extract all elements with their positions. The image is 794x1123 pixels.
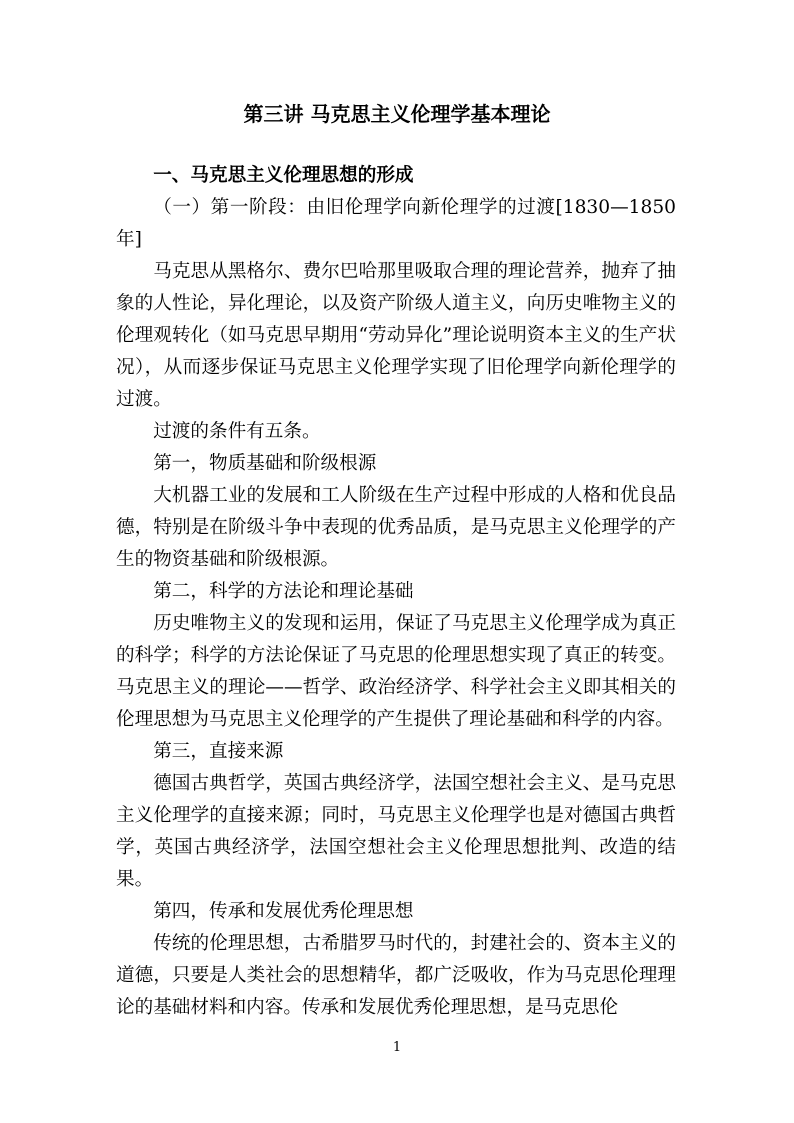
paragraph: 马克思从黑格尔、费尔巴哈那里吸取合理的理论营养，抛弃了抽象的人性论，异化理论，以及资产阶级人道主义，向历史唯物主义的伦理观转化（如马克思早期用“劳动异化”理论说明资本主义的生产状况），从而逐步保证马克思主义伦理学实现了旧伦理学向新伦理学的过渡。 (116, 261, 676, 410)
paragraph-point-heading: 第四，传承和发展优秀伦理思想 (153, 901, 414, 922)
page-title: 第三讲 马克思主义伦理学基本理论 (243, 102, 551, 126)
paragraph-point-heading: 第二，科学的方法论和理论基础 (153, 581, 414, 602)
paragraph: 历史唯物主义的发现和运用，保证了马克思主义伦理学成为真正的科学；科学的方法论保证了马克思的伦理思想实现了真正的转变。马克思主义的理论——哲学、政治经济学、科学社会主义即其相关的伦理思想为马克思主义伦理学的产生提供了理论基础和科学的内容。 (116, 613, 676, 730)
paragraph: 大机器工业的发展和工人阶级在生产过程中形成的人格和优良品德，特别是在阶级斗争中表现的优秀品质，是马克思主义伦理学的产生的物资基础和阶级根源。 (116, 485, 676, 570)
paragraph: 过渡的条件有五条。 (153, 421, 321, 442)
paragraph: 德国古典哲学，英国古典经济学，法国空想社会主义、是马克思主义伦理学的直接来源；同时，马克思主义伦理学也是对德国古典哲学，英国古典经济学，法国空想社会主义伦理思想批判、改造的结果。 (116, 773, 676, 890)
paragraph-point-heading: 第三，直接来源 (153, 741, 284, 762)
paragraph: 传统的伦理思想，古希腊罗马时代的，封建社会的、资本主义的道德，只要是人类社会的思想精华，都广泛吸收，作为马克思伦理理论的基础材料和内容。传承和发展优秀伦理思想，是马克思伦 (116, 933, 676, 1018)
section-heading: 一、马克思主义伦理思想的形成 (153, 165, 414, 186)
page-number: 1 (392, 1040, 402, 1055)
subsection-heading: （一）第一阶段：由旧伦理学向新伦理学的过渡[1830—1850年] (116, 197, 676, 250)
document-body (116, 160, 676, 1024)
paragraph-point-heading: 第一，物质基础和阶级根源 (153, 453, 377, 474)
